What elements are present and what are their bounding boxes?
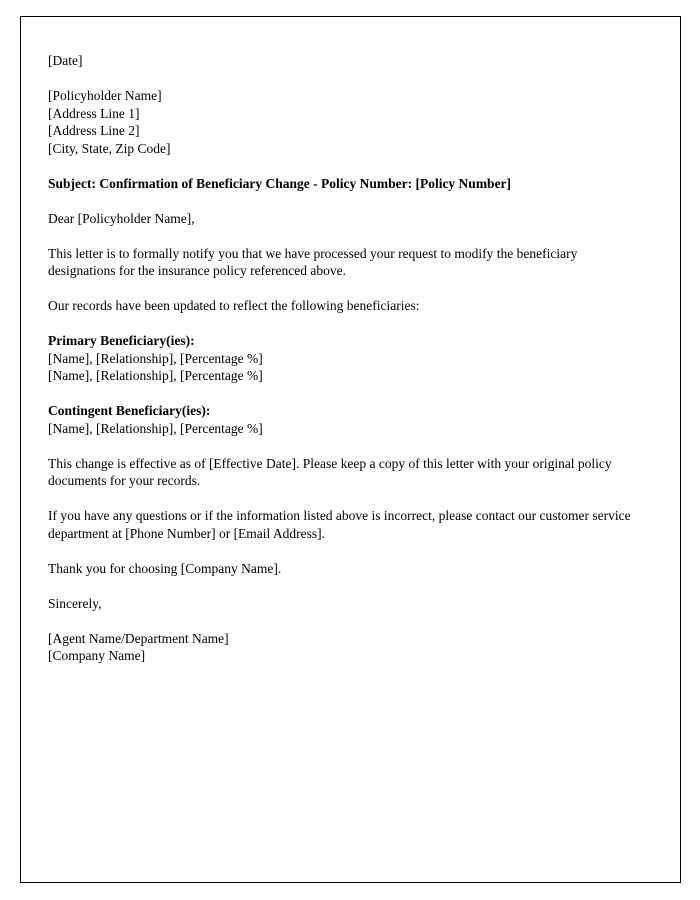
contingent-beneficiary-block	[48, 402, 640, 437]
signature-agent-name: [Agent Name/Department Name]	[48, 630, 229, 646]
salutation: Dear [Policyholder Name],	[48, 210, 195, 226]
subject-line: Subject: Confirmation of Beneficiary Change - Policy Number: [Policy Number]	[48, 175, 512, 191]
recipient-address-block	[48, 87, 640, 157]
recipient-name: [Policyholder Name]	[48, 88, 162, 103]
body-paragraph-4: If you have any questions or if the information listed above is incorrect, please contact our customer service department at [Phone Number] or [Email Address].	[48, 508, 631, 541]
body-paragraph-5: Thank you for choosing [Company Name].	[48, 560, 282, 576]
recipient-address-line2: [Address Line 2]	[48, 123, 140, 138]
primary-beneficiary-line: [Name], [Relationship], [Percentage %]	[48, 350, 263, 366]
date-line: [Date]	[48, 53, 83, 68]
recipient-address-line1: [Address Line 1]	[48, 105, 140, 121]
letter-page	[20, 16, 681, 883]
contingent-beneficiary-line: [Name], [Relationship], [Percentage %]	[48, 420, 263, 436]
signature-company-name: [Company Name]	[48, 648, 146, 663]
primary-beneficiary-line: [Name], [Relationship], [Percentage %]	[48, 368, 263, 383]
signature-block	[48, 630, 640, 665]
primary-beneficiary-block	[48, 332, 640, 385]
body-paragraph-1: This letter is to formally notify you that we have processed your request to modify the beneficiary designations for the insurance policy referenced above.	[48, 245, 578, 278]
contingent-beneficiary-heading: Contingent Beneficiary(ies):	[48, 403, 211, 418]
body-paragraph-3: This change is effective as of [Effective Date]. Please keep a copy of this letter with your original policy documents for your records.	[48, 455, 612, 488]
closing: Sincerely,	[48, 595, 102, 611]
primary-beneficiary-heading: Primary Beneficiary(ies):	[48, 333, 195, 348]
recipient-city-state-zip: [City, State, Zip Code]	[48, 140, 171, 156]
body-paragraph-2: Our records have been updated to reflect the following beneficiaries:	[48, 298, 420, 313]
